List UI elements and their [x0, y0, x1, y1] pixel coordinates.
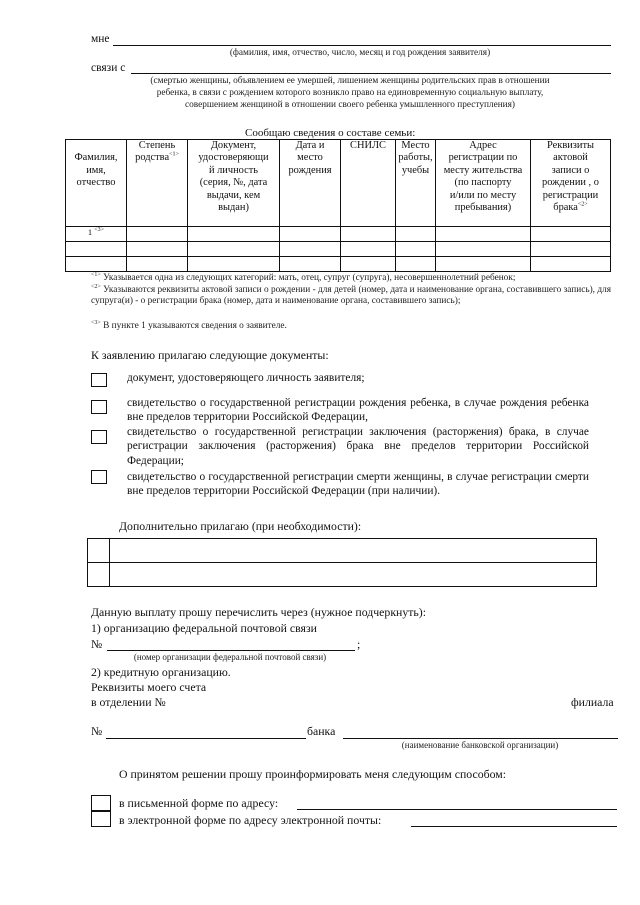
notify-written-label: в письменной форме по адресу:: [119, 796, 279, 810]
doc-item-3: свидетельство о государственной регистрации заключения (расторжения) брака, в случае регистрации заключения (расторжения) брака вне пределов территории Российской Федерации;: [127, 426, 589, 467]
footnote-1: $^{<1>}$ Указывается одна из следующих категорий: мать, отец, супруг (супруга), несовершеннолетний ребенок;: [91, 271, 516, 283]
family-header-row: [66, 140, 611, 227]
post-number-note: (номер организации федеральной почтовой связи): [133, 652, 327, 662]
table-row[interactable]: [66, 242, 611, 257]
payment-heading: Данную выплату прошу перечислить через (нужное подчеркнуть):: [91, 605, 427, 619]
col-fio: Фамилия, имя, отчество: [66, 140, 127, 227]
col-birth: Дата и место рождения: [280, 140, 341, 227]
mne-line: [113, 45, 611, 46]
doc-item-4: свидетельство о государственной регистрации смерти женщины, в случае регистрации смерти вне пределов территории Российской Федерации (при наличии).: [127, 471, 589, 498]
bank-label: банка: [307, 724, 336, 738]
doc-item-2: свидетельство о государственной регистрации рождения ребенка, в случае рождения ребенка вне пределов территории Российской Федерации,: [127, 397, 589, 424]
payment-option-post[interactable]: 1) организацию федеральной почтовой связи: [91, 621, 317, 635]
account-number-label: №: [91, 724, 103, 738]
documents-heading: К заявлению прилагаю следующие документы:: [91, 348, 329, 362]
family-heading: Сообщаю сведения о составе семьи:: [245, 127, 416, 139]
table-row[interactable]: [88, 563, 597, 587]
table-row[interactable]: [66, 257, 611, 272]
family-table: [65, 139, 611, 272]
col-id-document: Документ, удостоверяющи й личность (серия, №, дата выдачи, кем выдан): [188, 140, 280, 227]
account-details-label: Реквизиты моего счета: [91, 680, 207, 694]
col-act-record: Реквизиты актовой записи о рождении , о регистрации брака$^{<2>}$: [531, 140, 611, 227]
extra-documents-table: [87, 538, 597, 587]
footnote-2: $^{<2>}$ Указываются реквизиты актовой записи о рождении - для детей (номер, дата и наименование органа, составившего запись), для супруга(и) - о регистрации брака (номер, дата и наименование органа, составившего запись);: [91, 283, 611, 307]
doc-checkbox-4[interactable]: [91, 470, 107, 484]
col-relation: Степень родства$^{<1>}$: [127, 140, 188, 227]
post-number-semicolon: ;: [357, 637, 361, 651]
doc-checkbox-3[interactable]: [91, 430, 107, 444]
svyazi-line[interactable]: [131, 73, 611, 74]
svyazi-note-1: (смертью женщины, объявлением ее умершей, лишением женщины родительских прав в отношении: [150, 76, 550, 86]
col-snils: СНИЛС: [341, 140, 396, 227]
payment-option-bank[interactable]: 2) кредитную организацию.: [91, 665, 231, 679]
post-number-label: №: [91, 637, 103, 651]
notify-heading: О принятом решении прошу проинформировать меня следующим способом:: [119, 767, 507, 781]
doc-checkbox-2[interactable]: [91, 400, 107, 414]
svyazi-note-2: ребенка, в связи с рождением которого возникло право на единовременную социальную выплату,: [156, 88, 544, 98]
extra-heading: Дополнительно прилагаю (при необходимости):: [119, 519, 362, 533]
col-address: Адрес регистрации по месту жительства (по паспорту и/или по месту пребывания): [436, 140, 531, 227]
mne-label: мне: [91, 33, 110, 45]
bank-name-note: (наименование банковской организации): [401, 740, 559, 750]
footnote-3: $^{<3>}$ В пункте 1 указываются сведения о заявителе.: [91, 319, 287, 331]
doc-checkbox-1[interactable]: [91, 373, 107, 387]
row1-label: 1 $^{<3>}$: [66, 227, 127, 242]
table-row[interactable]: [88, 539, 597, 563]
branch-number-line[interactable]: [178, 707, 568, 708]
table-row[interactable]: [66, 227, 611, 242]
post-number-line[interactable]: [107, 650, 355, 651]
bank-name-line[interactable]: [343, 738, 618, 739]
branch-label: в отделении №: [91, 695, 166, 709]
svyazi-label: связи с: [91, 62, 126, 74]
doc-item-1: документ, удостоверяющего личность заявителя;: [127, 372, 365, 384]
mne-note: (фамилия, имя, отчество, число, месяц и год рождения заявителя): [229, 48, 491, 58]
notify-email-checkbox[interactable]: [91, 811, 111, 827]
account-number-line[interactable]: [106, 738, 306, 739]
svyazi-note-3: совершением женщиной в отношении своего ребенка умышленного преступления): [184, 100, 516, 110]
filiala-label: филиала: [571, 695, 614, 709]
notify-written-checkbox[interactable]: [91, 795, 111, 811]
col-work: Место работы, учебы: [396, 140, 436, 227]
notify-email-line[interactable]: [411, 826, 617, 827]
notify-email-label: в электронной форме по адресу электронной почты:: [119, 813, 382, 827]
notify-address-line[interactable]: [297, 809, 617, 810]
